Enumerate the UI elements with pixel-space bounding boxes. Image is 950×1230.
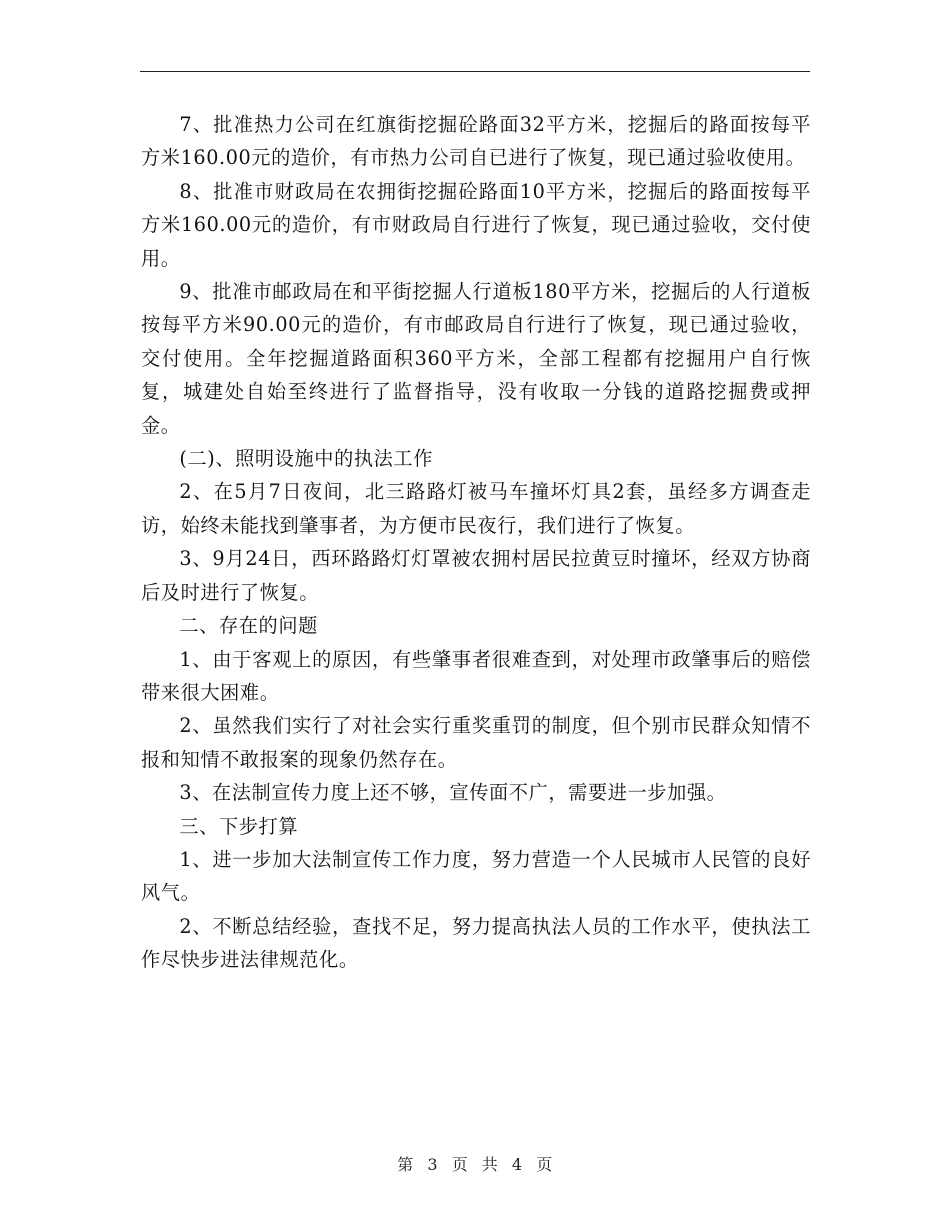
page-footer bbox=[0, 1152, 950, 1175]
paragraph-finance-bureau: 8、批准市财政局在农拥街挖掘砼路面10平方米，挖掘后的路面按每平方米160.00元的造价，有市财政局自行进行了恢复，现已通过验收，交付使用。 bbox=[141, 179, 811, 270]
footer-total-prefix: 共 bbox=[481, 1155, 499, 1174]
section-heading-problems: 二、存在的问题 bbox=[179, 614, 318, 638]
section-heading-next-steps: 三、下步打算 bbox=[179, 814, 299, 838]
paragraph-plan-2: 2、不断总结经验，查找不足，努力提高执法人员的工作水平，使执法工作尽快步进法律规范化。 bbox=[141, 914, 811, 972]
footer-page-number: 3 bbox=[427, 1155, 439, 1174]
paragraph-problem-3: 3、在法制宣传力度上还不够，宣传面不广，需要进一步加强。 bbox=[179, 781, 727, 805]
footer-total-pages: 4 bbox=[511, 1155, 523, 1174]
footer-total-unit: 页 bbox=[536, 1155, 553, 1174]
footer-page-unit: 页 bbox=[451, 1155, 469, 1174]
paragraph-problem-2: 2、虽然我们实行了对社会实行重奖重罚的制度，但个别市民群众知情不报和知情不敢报案的现象仍然存在。 bbox=[141, 714, 811, 771]
paragraph-heat-company: 7、批准热力公司在红旗街挖掘砼路面32平方米，挖掘后的路面按每平方米160.00元的造价，有市热力公司自已进行了恢复，现已通过验收使用。 bbox=[141, 113, 811, 170]
paragraph-north-road-lights: 2、在5月7日夜间，北三路路灯被马车撞坏灯具2套，虽经多方调查走访，始终未能找到肇事者，为方便市民夜行，我们进行了恢复。 bbox=[141, 480, 811, 537]
paragraph-post-bureau: 9、批准市邮政局在和平街挖掘人行道板180平方米，挖掘后的人行道板按每平方米90.00元的造价，有市邮政局自行进行了恢复，现已通过验收，交付使用。全年挖掘道路面积360平方米，全部工程都有挖掘用户自行恢复，城建处自始至终进行了监督指导，没有收取一分钱的道路挖掘费或押金。 bbox=[141, 280, 811, 437]
paragraph-plan-1: 1、进一步加大法制宣传工作力度，努力营造一个人民城市人民管的良好风气。 bbox=[141, 847, 811, 905]
section-heading-lighting: (二)、照明设施中的执法工作 bbox=[179, 447, 434, 471]
document-body bbox=[141, 108, 811, 977]
paragraph-problem-1: 1、由于客观上的原因，有些肇事者很难查到，对处理市政肇事后的赔偿带来很大困难。 bbox=[141, 647, 811, 704]
header-rule bbox=[140, 71, 810, 72]
footer-page-prefix: 第 bbox=[397, 1155, 414, 1174]
paragraph-west-ring-lights: 3、9月24日，西环路路灯灯罩被农拥村居民拉黄豆时撞坏，经双方协商后及时进行了恢复。 bbox=[141, 547, 811, 604]
